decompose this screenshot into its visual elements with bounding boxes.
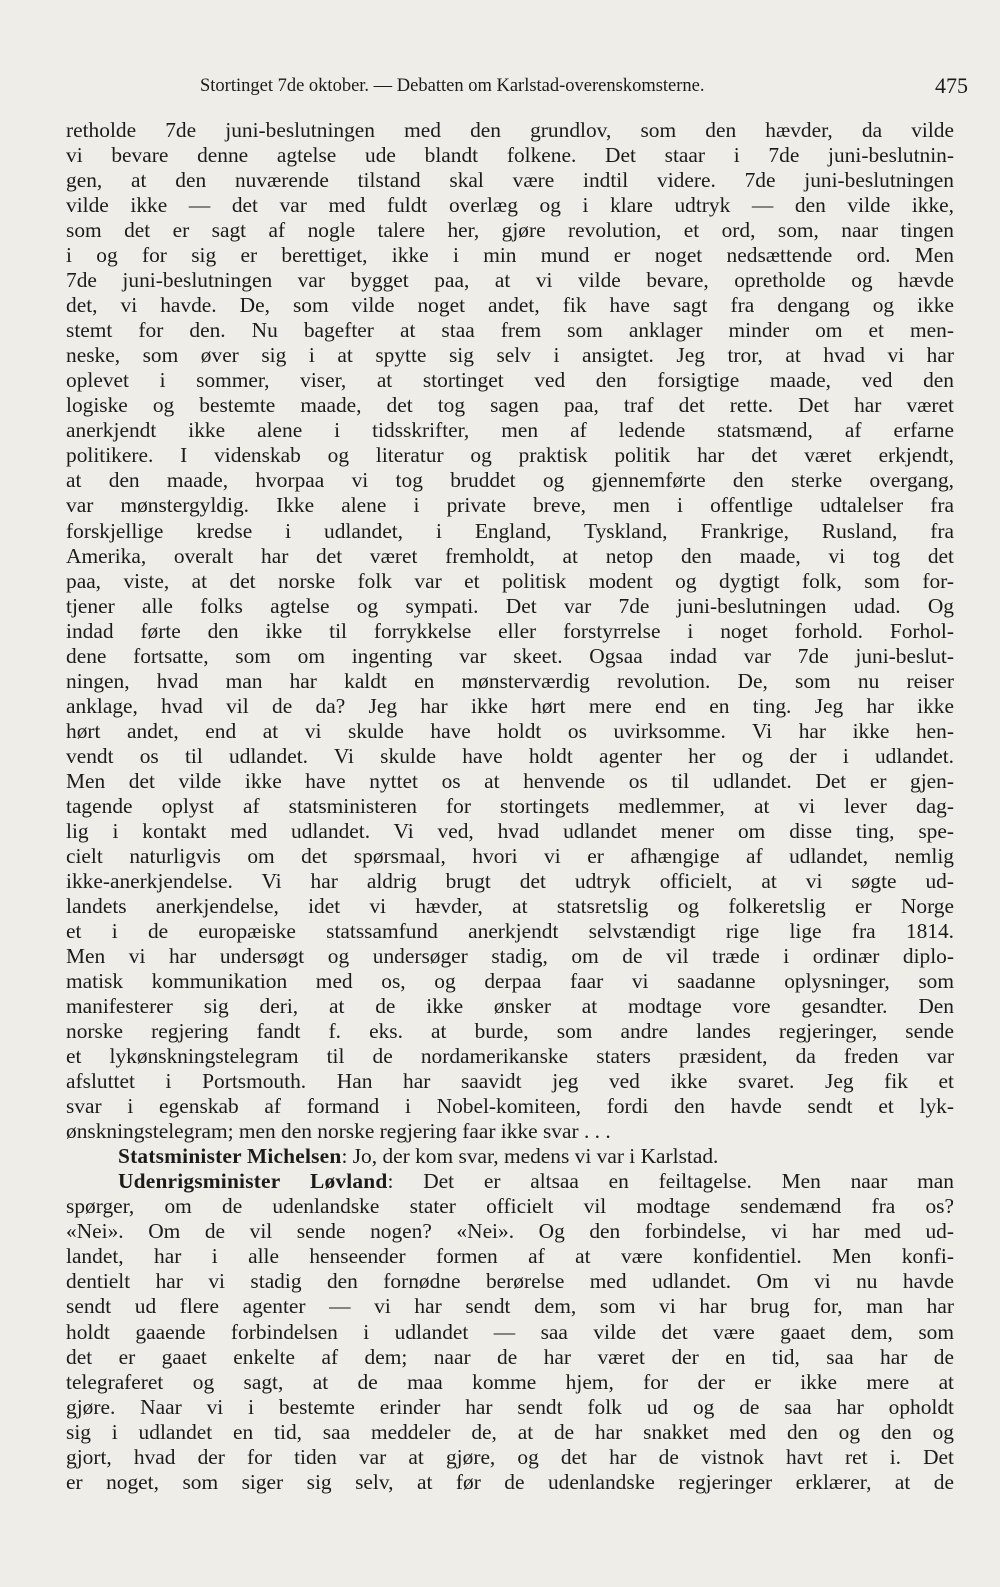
text-line: dentielt har vi stadig den fornødne berørelse med udlandet. Om vi nu havde (66, 1269, 954, 1294)
text-line: anerkjendt ikke alene i tidsskrifter, men af ledende statsmænd, af erfarne (66, 418, 954, 443)
text-line: svar i egenskab af formand i Nobel-komiteen, fordi den havde sendt et lyk- (66, 1094, 954, 1119)
text-line: ningen, hvad man har kaldt en mønsterværdig revolution. De, som nu reiser (66, 668, 954, 693)
text-line: landets anerkjendelse, idet vi hævder, at statsretslig og folkeretslig er Norge (66, 893, 954, 918)
text-line: afsluttet i Portsmouth. Han har saavidt jeg ved ikke svaret. Jeg fik et (66, 1069, 954, 1094)
speech-text: : Jo, der kom svar, medens vi var i Karlstad. (341, 1144, 719, 1169)
text-line: Amerika, overalt har det været fremholdt, at netop den maade, vi tog det (66, 543, 954, 568)
text-line: gjøre. Naar vi i bestemte erinder har sendt folk ud og de saa har opholdt (66, 1394, 954, 1419)
text-line: et lykønskningstelegram til de nordamerikanske staters præsident, da freden var (66, 1044, 954, 1069)
text-line: hørt andet, end at vi skulde have holdt os uvirksomme. Vi har ikke hen- (66, 718, 954, 743)
text-line: var mønstergyldig. Ikke alene i private breve, men i offentlige udtalelser fra (66, 493, 954, 518)
text-line: vilde ikke — det var med fuldt overlæg og i klare udtryk — den vilde ikke, (66, 193, 954, 218)
text-line: vi bevare denne agtelse ude blandt folkene. Det staar i 7de juni-beslutnin- (66, 143, 954, 168)
text-line: indad førte den ikke til forrykkelse eller forstyrrelse i noget forhold. Forhol- (66, 618, 954, 643)
text-line: lig i kontakt med udlandet. Vi ved, hvad udlandet mener om disse ting, spe- (66, 818, 954, 843)
page-number: 475 (935, 73, 968, 98)
speech-lovland (66, 1169, 954, 1194)
text-line: Men det vilde ikke have nyttet os at henvende os til udlandet. Det er gjen- (66, 768, 954, 793)
text-line: tjener alle folks agtelse og sympati. Det var 7de juni-beslutningen udad. Og (66, 593, 954, 618)
text-line: i og for sig er berettiget, ikke i min mund er noget nedsættende ord. Men (66, 243, 954, 268)
speech-michelsen (66, 1144, 954, 1169)
text-line: manifesterer sig deri, at de ikke ønsker at modtage vore gesandter. Den (66, 994, 954, 1019)
text-line: politikere. I videnskab og literatur og praktisk politik har det været erkjendt, (66, 443, 954, 468)
text-line: 7de juni-beslutningen var bygget paa, at vi vilde bevare, opretholde og hævde (66, 268, 954, 293)
text-line: tagende oplyst af statsministeren for stortingets medlemmer, at vi lever dag- (66, 793, 954, 818)
text-line: sig i udlandet en tid, saa meddeler de, at de har snakket med den og den og (66, 1419, 954, 1444)
text-line: gen, at den nuværende tilstand skal være indtil videre. 7de juni-beslutningen (66, 168, 954, 193)
text-line: landet, har i alle henseender formen af at være konfidentiel. Men konfi- (66, 1244, 954, 1269)
text-line: cielt naturligvis om det spørsmaal, hvori vi er afhængige af udlandet, nemlig (66, 843, 954, 868)
text-line: gjort, hvad der for tiden var at gjøre, og det har de vistnok havt ret i. Det (66, 1444, 954, 1469)
text-line: anklage, hvad vil de da? Jeg har ikke hørt mere end en ting. Jeg har ikke (66, 693, 954, 718)
text-line: telegraferet og sagt, at de maa komme hjem, for der er ikke mere at (66, 1369, 954, 1394)
text-line: at den maade, hvorpaa vi tog bruddet og gjennemførte den sterke overgang, (66, 468, 954, 493)
body-text (66, 118, 954, 1495)
text-line: matisk kommunikation med os, og derpaa faar vi saadanne oplysninger, som (66, 969, 954, 994)
text-line: Men vi har undersøgt og undersøger stadig, om de vil træde i ordinær diplo- (66, 944, 954, 969)
running-header: Stortinget 7de oktober. — Debatten om Karlstad-overenskomsterne. (200, 76, 705, 96)
text-line: paa, viste, at det norske folk var et politisk modent og dygtigt folk, som for- (66, 568, 954, 593)
text-line: som det er sagt af nogle talere her, gjøre revolution, et ord, som, naar tingen (66, 218, 954, 243)
text-line: norske regjering fandt f. eks. at burde, som andre landes regjeringer, sende (66, 1019, 954, 1044)
text-line: ønskningstelegram; men den norske regjering faar ikke svar . . . (66, 1119, 611, 1144)
text-line: forskjellige kredse i udlandet, i England, Tyskland, Frankrige, Rusland, fra (66, 518, 954, 543)
text-line: «Nei». Om de vil sende nogen? «Nei». Og den forbindelse, vi har med ud- (66, 1219, 954, 1244)
speaker-name: Udenrigsminister Løvland (118, 1169, 388, 1194)
speaker-name: Statsminister Michelsen (118, 1144, 342, 1169)
text-line: logiske og bestemte maade, det tog sagen paa, traf det rette. Det har været (66, 393, 954, 418)
text-line: et i de europæiske statssamfund anerkjendt selvstændigt rige lige fra 1814. (66, 919, 954, 943)
text-line: spørger, om de udenlandske stater officielt vil modtage sendemænd fra os? (66, 1194, 954, 1219)
text-line: vendt os til udlandet. Vi skulde have holdt agenter her og der i udlandet. (66, 743, 954, 768)
text-line: det er gaaet enkelte af dem; naar de har været der en tid, saa har de (66, 1344, 954, 1369)
text-line: neske, som øver sig i at spytte sig selv i ansigtet. Jeg tror, at hvad vi har (66, 343, 954, 368)
text-line: dene fortsatte, som om ingenting var skeet. Ogsaa indad var 7de juni-beslut- (66, 643, 954, 668)
text-line: stemt for den. Nu bagefter at staa frem som anklager minder om et men- (66, 318, 954, 343)
text-line: oplevet i sommer, viser, at stortinget ved den forsigtige maade, ved den (66, 368, 954, 393)
text-line: ikke-anerkjendelse. Vi har aldrig brugt det udtryk officielt, at vi søgte ud- (66, 868, 954, 893)
text-line: er noget, som siger sig selv, at før de udenlandske regjeringer erklærer, at de (66, 1469, 954, 1494)
text-line: sendt ud flere agenter — vi har sendt dem, som vi har brug for, man har (66, 1294, 954, 1319)
text-line: retholde 7de juni-beslutningen med den grundlov, som den hævder, da vilde (66, 118, 954, 142)
speech-text: : Det er altsaa en feiltagelse. Men naar man (387, 1169, 954, 1194)
text-line: holdt gaaende forbindelsen i udlandet — saa vilde det være gaaet dem, som (66, 1319, 954, 1344)
text-line: det, vi havde. De, som vilde noget andet, fik have sagt fra dengang og ikke (66, 293, 954, 318)
